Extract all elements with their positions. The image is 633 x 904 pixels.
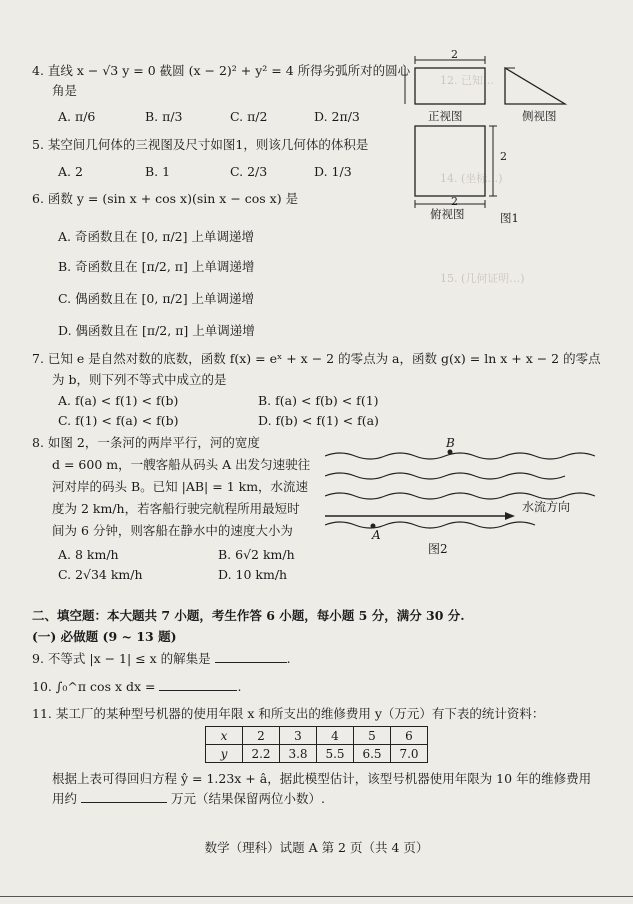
figure-2-river <box>325 438 615 543</box>
section-2-header: 二、填空题：本大题共 7 小题，考生作答 6 小题，每小题 5 分，满分 30 分. <box>32 608 465 623</box>
q7-option-d: D. f(b) < f(1) < f(a) <box>258 413 379 428</box>
q8-line-2: d = 600 m，一艘客船从码头 A 出发匀速驶往 <box>52 457 311 472</box>
q8-line-3: 河对岸的码头 B。已知 |AB| = 1 km，水流速 <box>52 479 309 494</box>
q11-tail-2-pre: 用约 <box>52 791 78 806</box>
q11-tail-2-post: 万元（结果保留两位小数）. <box>170 791 325 806</box>
q8-line-5: 间为 6 分钟，则客船在静水中的速度大小为 <box>52 523 293 538</box>
table-cell: 2 <box>243 727 280 745</box>
figure-1-dim-bottom: 2 <box>451 195 458 208</box>
q4-option-c: C. π/2 <box>230 109 268 124</box>
q8-line-1: 8. 如图 2，一条河的两岸平行，河的宽度 <box>32 435 260 450</box>
q10-stem: 10. ∫₀^π cos x dx = . <box>32 679 242 694</box>
table-cell: 5.5 <box>317 745 354 763</box>
page-footer: 数学（理科）试题 A 第 2 页（共 4 页） <box>204 840 429 855</box>
q5-option-a: A. 2 <box>58 164 83 179</box>
q10-text: 10. ∫₀^π cos x dx = <box>32 679 156 694</box>
q6-option-c: C. 偶函数且在 [0, π/2] 上单调递增 <box>58 291 255 306</box>
q7-stem: 7. 已知 e 是自然对数的底数，函数 f(x) = eˣ + x − 2 的零点为 a，函数 g(x) = ln x + x − 2 的零点 <box>32 351 601 366</box>
q6-stem: 6. 函数 y = (sin x + cos x)(sin x − cos x) 是 <box>32 191 299 206</box>
section-2-sub: (一) 必做题 (9 ~ 13 题) <box>32 629 177 644</box>
table-cell: 3 <box>280 727 317 745</box>
figure-1-dim-right: 2 <box>500 150 507 163</box>
figure-1-top-label: 俯视图 <box>430 207 465 221</box>
q11-stem: 11. 某工厂的某种型号机器的使用年限 x 和所支出的维修费用 y（万元）有下表的统计资料： <box>32 706 545 721</box>
q10-answer-blank[interactable] <box>159 678 237 691</box>
q8-line-4: 度为 2 km/h，若客船行驶完航程所用最短时 <box>52 501 300 516</box>
q8-option-d: D. 10 km/h <box>218 567 288 582</box>
q6-option-d: D. 偶函数且在 [π/2, π] 上单调递增 <box>58 323 255 338</box>
figure-1-front-label: 正视图 <box>428 109 463 123</box>
figure-1-side-label: 侧视图 <box>522 109 557 123</box>
q4-option-b: B. π/3 <box>145 109 183 124</box>
figure-2-caption: 图2 <box>428 542 448 556</box>
table-cell: 6.5 <box>354 745 391 763</box>
q9-text: 9. 不等式 |x − 1| ≤ x 的解集是 <box>32 651 211 666</box>
figure-1-dim-top: 2 <box>451 48 458 61</box>
table-row <box>206 727 428 745</box>
q5-option-c: C. 2/3 <box>230 164 268 179</box>
figure-2-flow-label: 水流方向 <box>522 500 571 514</box>
q7-option-c: C. f(1) < f(a) < f(b) <box>58 413 179 428</box>
q4-stem: 4. 直线 x − √3 y = 0 截圆 (x − 2)² + y² = 4 所得劣弧所对的圆心 <box>32 63 411 78</box>
q7-option-b: B. f(a) < f(b) < f(1) <box>258 393 379 408</box>
table-cell: 7.0 <box>391 745 428 763</box>
table-cell: 6 <box>391 727 428 745</box>
figure-2-label-a: A <box>372 528 381 542</box>
q8-option-c: C. 2√34 km/h <box>58 567 143 582</box>
q9-stem: 9. 不等式 |x − 1| ≤ x 的解集是 . <box>32 651 291 666</box>
q7-option-a: A. f(a) < f(1) < f(b) <box>58 393 179 408</box>
q6-option-b: B. 奇函数且在 [π/2, π] 上单调递增 <box>58 259 255 274</box>
q11-tail-2 <box>52 790 325 808</box>
q6-option-a: A. 奇函数且在 [0, π/2] 上单调递增 <box>58 229 254 244</box>
q8-option-a: A. 8 km/h <box>58 547 119 562</box>
q11-tail-1: 根据上表可得回归方程 ŷ = 1.23x + â，据此模型估计，该型号机器使用年限为 10 年的维修费用 <box>52 771 592 786</box>
table-cell: 3.8 <box>280 745 317 763</box>
table-cell: 2.2 <box>243 745 280 763</box>
q11-answer-blank[interactable] <box>81 790 167 803</box>
page-bottom-rule <box>0 896 633 897</box>
figure-1-caption: 图1 <box>500 211 519 225</box>
q4-option-a: A. π/6 <box>58 109 96 124</box>
q7-stem2: 为 b，则下列不等式中成立的是 <box>52 372 227 387</box>
figure-2-label-b: B <box>446 436 455 450</box>
q5-option-b: B. 1 <box>145 164 171 179</box>
q5-option-d: D. 1/3 <box>314 164 352 179</box>
q4-stem2: 角是 <box>52 83 78 98</box>
q9-answer-blank[interactable] <box>215 650 287 663</box>
q4-option-d: D. 2π/3 <box>314 109 360 124</box>
table-header-x: x <box>206 727 243 745</box>
table-cell: 4 <box>317 727 354 745</box>
q5-stem: 5. 某空间几何体的三视图及尺寸如图1，则该几何体的体积是 <box>32 137 369 152</box>
q8-option-b: B. 6√2 km/h <box>218 547 295 562</box>
figure-1-three-views <box>395 52 595 227</box>
table-row <box>206 745 428 763</box>
q11-stat-table <box>205 726 428 763</box>
table-header-y: y <box>206 745 243 763</box>
table-cell: 5 <box>354 727 391 745</box>
